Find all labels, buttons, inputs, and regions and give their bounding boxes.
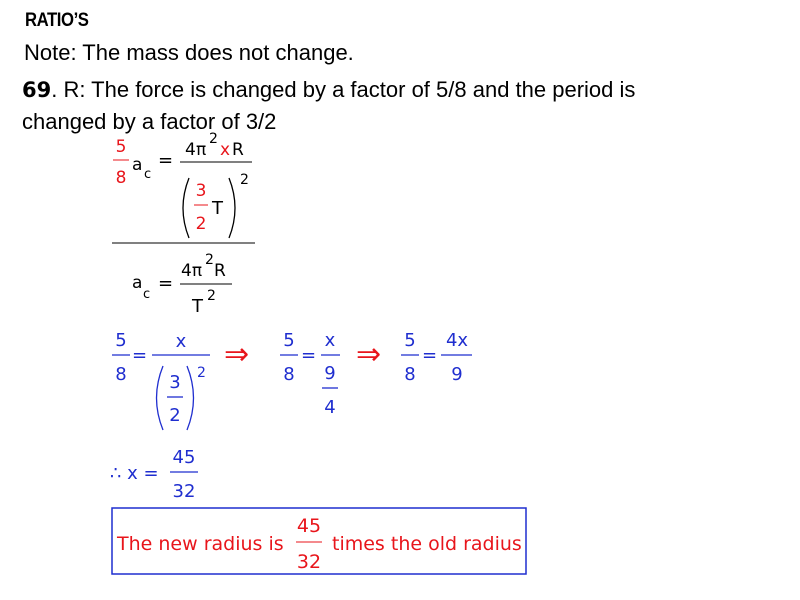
step3-lhs-den: 8: [404, 364, 416, 385]
top-paren-den: 2: [195, 214, 207, 234]
arrow-1: ⇒: [224, 337, 250, 372]
step2-den-num: 9: [324, 363, 336, 384]
top-lhs-var: a: [132, 155, 143, 175]
top-lhs-sub: c: [144, 167, 152, 182]
step2-lhs-den: 8: [283, 364, 295, 385]
bottom-num-R: R: [214, 261, 226, 281]
answer-box: [112, 508, 526, 574]
answer-den: 32: [296, 551, 322, 573]
result-den: 32: [172, 481, 196, 502]
answer-num: 45: [296, 515, 322, 537]
result-therefore: ∴ x =: [110, 463, 159, 484]
bottom-equation: [132, 252, 232, 317]
step1-paren-num: 3: [169, 372, 181, 393]
top-equation: [113, 131, 252, 238]
step1-right-paren: [187, 366, 194, 430]
result-equation: [110, 447, 198, 502]
step1-lhs-den: 8: [115, 364, 127, 385]
step3-num: 4x: [445, 330, 469, 351]
top-rhs-exp: 2: [209, 131, 218, 147]
step1-equals: =: [132, 345, 148, 366]
problem-text: . R: The force is changed by a factor of 5/8 and the period is changed by a factor of 3/2: [22, 77, 636, 134]
step2-equals: =: [301, 345, 317, 366]
answer-suffix: times the old radius: [332, 533, 522, 555]
top-lhs-den: 8: [115, 168, 127, 188]
step3-lhs-num: 5: [404, 330, 416, 351]
note-text: Note: The mass does not change.: [24, 40, 354, 65]
bottom-lhs-var: a: [132, 273, 143, 293]
result-num: 45: [172, 447, 196, 468]
top-paren-T: T: [212, 198, 223, 219]
top-lhs-num: 5: [115, 137, 127, 157]
top-rhs-pi: π: [196, 140, 207, 160]
step1-paren-den: 2: [169, 405, 181, 426]
top-paren-num: 3: [195, 181, 207, 201]
top-equals: =: [158, 150, 174, 171]
top-paren-exp: 2: [240, 172, 249, 188]
top-left-paren: [183, 178, 189, 238]
arrow-2: ⇒: [356, 337, 382, 372]
top-rhs-x: x: [220, 140, 231, 160]
problem-number: 69: [22, 78, 52, 102]
top-rhs-4: 4: [185, 140, 196, 160]
bottom-den-exp: 2: [207, 288, 216, 304]
step3-equation: [401, 330, 472, 385]
step2-lhs-num: 5: [283, 330, 295, 351]
step2-equation: [280, 330, 340, 418]
step2-den-den: 4: [324, 397, 336, 418]
bottom-den-T: T: [192, 296, 203, 317]
step3-equals: =: [422, 345, 438, 366]
step3-den: 9: [451, 364, 463, 385]
page-title: RATIO’S: [25, 10, 89, 31]
bottom-equals: =: [158, 273, 174, 294]
answer-prefix: The new radius is: [117, 533, 284, 555]
bottom-num: 4π: [181, 261, 203, 281]
step1-lhs-num: 5: [115, 330, 127, 351]
step1-exp: 2: [197, 365, 206, 381]
top-rhs-R: R: [232, 140, 244, 160]
step1-equation: [112, 330, 210, 430]
step2-num: x: [324, 330, 336, 351]
step1-left-paren: [157, 366, 164, 430]
bottom-lhs-sub: c: [143, 287, 151, 302]
top-right-paren: [229, 178, 235, 238]
step1-num: x: [175, 331, 187, 352]
bottom-num-exp: 2: [205, 252, 214, 268]
